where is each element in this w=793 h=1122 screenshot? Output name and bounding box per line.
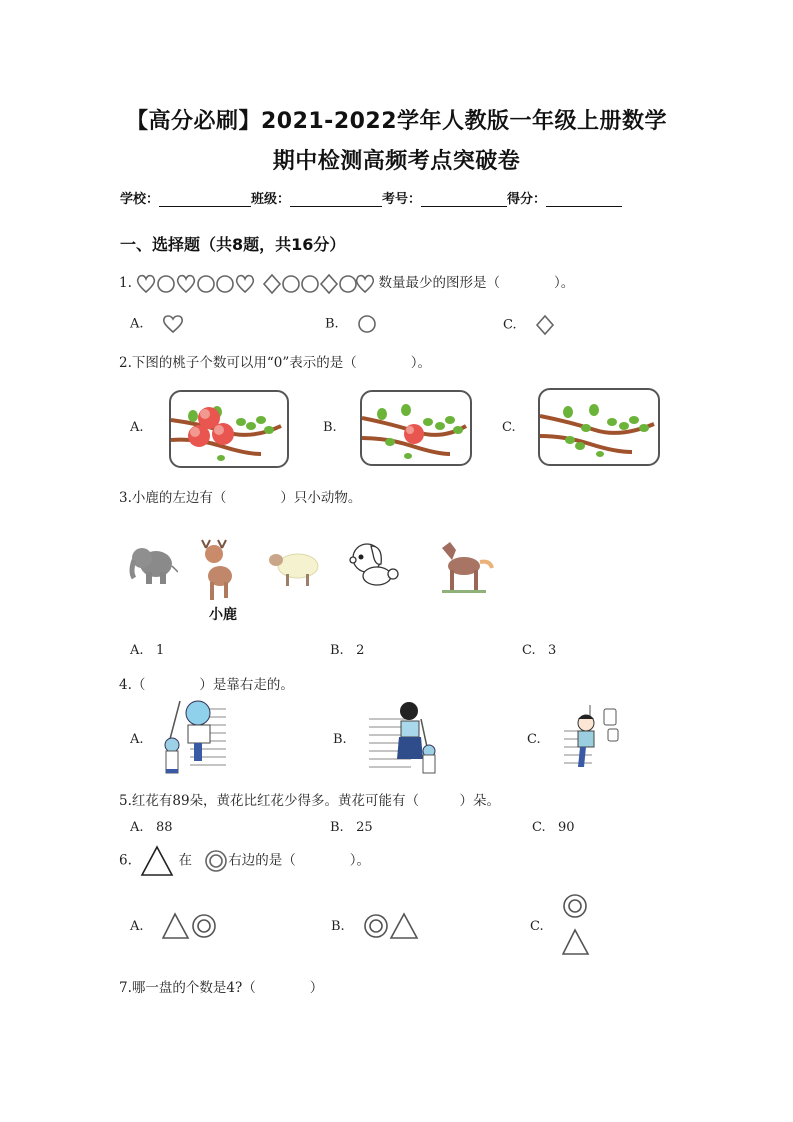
page-title-line2: 期中检测高频考点突破卷 <box>272 149 521 174</box>
question-3-stem: 3.小鹿的左边有（ ）只小动物。 <box>119 490 362 506</box>
q1-option-a[interactable] <box>130 314 184 334</box>
shape-sequence <box>136 275 378 291</box>
score-field[interactable] <box>546 192 622 207</box>
triangle-ring-icon <box>162 912 218 940</box>
ring-triangle-icon <box>363 912 419 940</box>
triangle-icon <box>140 845 174 877</box>
q2-option-b-label: B. <box>323 420 337 435</box>
peach-branch-1-icon <box>362 392 470 464</box>
class-field[interactable] <box>290 192 382 207</box>
q3-option-c[interactable] <box>522 643 556 658</box>
q6-option-b-label: B. <box>331 919 345 934</box>
double-circle-icon <box>204 849 228 873</box>
q3-option-b[interactable] <box>330 643 364 658</box>
deer-icon <box>196 538 242 602</box>
peach-branch-0-icon <box>540 390 658 464</box>
q4-option-a-image[interactable] <box>160 699 228 779</box>
question-number: 1. <box>119 275 132 291</box>
option-label: A. <box>130 820 144 835</box>
horse-icon <box>434 538 494 594</box>
q1-option-b[interactable] <box>325 314 377 334</box>
exam-number-field[interactable] <box>421 192 507 207</box>
q1-option-c[interactable] <box>503 314 555 336</box>
option-value: 88 <box>155 820 173 835</box>
stem-part2: 右边的是（ ）。 <box>228 852 371 869</box>
option-label: C. <box>532 820 546 835</box>
puppy-icon <box>347 540 399 590</box>
option-label: A. <box>130 316 144 332</box>
deer-image <box>196 538 242 606</box>
q4-option-c-image[interactable] <box>562 701 624 779</box>
question-6 <box>119 845 370 877</box>
q2-option-a-label: A. <box>130 420 144 435</box>
q5-option-a[interactable] <box>130 820 172 835</box>
horse-image <box>434 538 494 598</box>
q4-option-a-label: A. <box>130 732 144 747</box>
header-fields <box>120 188 622 207</box>
school-label: 学校： <box>120 192 160 207</box>
q5-option-b[interactable] <box>330 820 373 835</box>
question-2-stem: 2.下图的桃子个数可以用“0”表示的是（ ）。 <box>119 355 432 371</box>
q4-option-c-label: C. <box>527 732 541 747</box>
option-value: 3 <box>548 643 557 658</box>
option-value: 90 <box>558 820 575 835</box>
question-7-stem: 7.哪一盘的个数是4?（ ） <box>119 980 324 996</box>
question-4-stem: 4.（ ）是靠右走的。 <box>119 677 294 693</box>
q3-option-a[interactable] <box>130 643 164 658</box>
elephant-icon <box>128 542 178 588</box>
sheep-image <box>266 548 322 592</box>
option-label: C. <box>503 317 517 333</box>
question-1 <box>119 271 574 295</box>
option-label: B. <box>330 820 344 835</box>
heart-icon <box>162 314 184 334</box>
puppy-image <box>347 540 399 594</box>
shape-sequence-icons <box>136 273 374 295</box>
diamond-icon <box>535 314 555 336</box>
stem-part1: 在 <box>178 852 192 869</box>
page-title-line1: 【高分必刷】2021-2022学年人教版一年级上册数学 <box>125 109 668 134</box>
deer-label: 小鹿 <box>209 607 237 623</box>
section-heading: 一、选择题（共8题，共16分） <box>120 235 346 254</box>
q6-option-c-image[interactable] <box>562 894 590 960</box>
q6-option-b-image[interactable] <box>363 912 419 944</box>
score-label: 得分： <box>507 192 547 207</box>
q6-option-c-label: C. <box>530 919 544 934</box>
q4-option-b-image[interactable] <box>367 699 437 779</box>
q6-option-a-label: A. <box>130 919 144 934</box>
question-number: 6. <box>119 852 132 869</box>
question-5-stem: 5.红花有89朵，黄花比红花少得多。黄花可能有（ ）朵。 <box>119 793 501 809</box>
q2-option-a-image[interactable] <box>169 390 289 468</box>
stairs-boy-down-icon <box>562 701 624 775</box>
option-label: C. <box>522 643 536 658</box>
peach-branch-3-icon <box>171 392 287 466</box>
school-field[interactable] <box>159 192 251 207</box>
stairs-girl-right-icon <box>367 699 437 775</box>
q5-option-c[interactable] <box>532 820 575 835</box>
q2-option-b-image[interactable] <box>360 390 472 466</box>
option-label: B. <box>330 643 344 658</box>
exam-number-label: 考号： <box>382 192 422 207</box>
class-label: 班级： <box>251 192 291 207</box>
q6-option-a-image[interactable] <box>162 912 218 944</box>
option-label: A. <box>130 643 144 658</box>
option-value: 1 <box>155 643 165 658</box>
option-value: 2 <box>356 643 365 658</box>
q2-option-c-image[interactable] <box>538 388 660 466</box>
q4-option-b-label: B. <box>333 732 347 747</box>
sheep-icon <box>266 548 322 588</box>
option-value: 25 <box>356 820 373 835</box>
question-stem: 数量最少的图形是（ ）。 <box>378 275 575 291</box>
q2-option-c-label: C. <box>502 420 516 435</box>
option-label: B. <box>325 316 339 332</box>
elephant-image <box>128 542 178 592</box>
circle-icon <box>357 314 377 334</box>
stairs-child-left-icon <box>160 699 228 775</box>
ring-above-triangle-icon <box>562 894 590 956</box>
